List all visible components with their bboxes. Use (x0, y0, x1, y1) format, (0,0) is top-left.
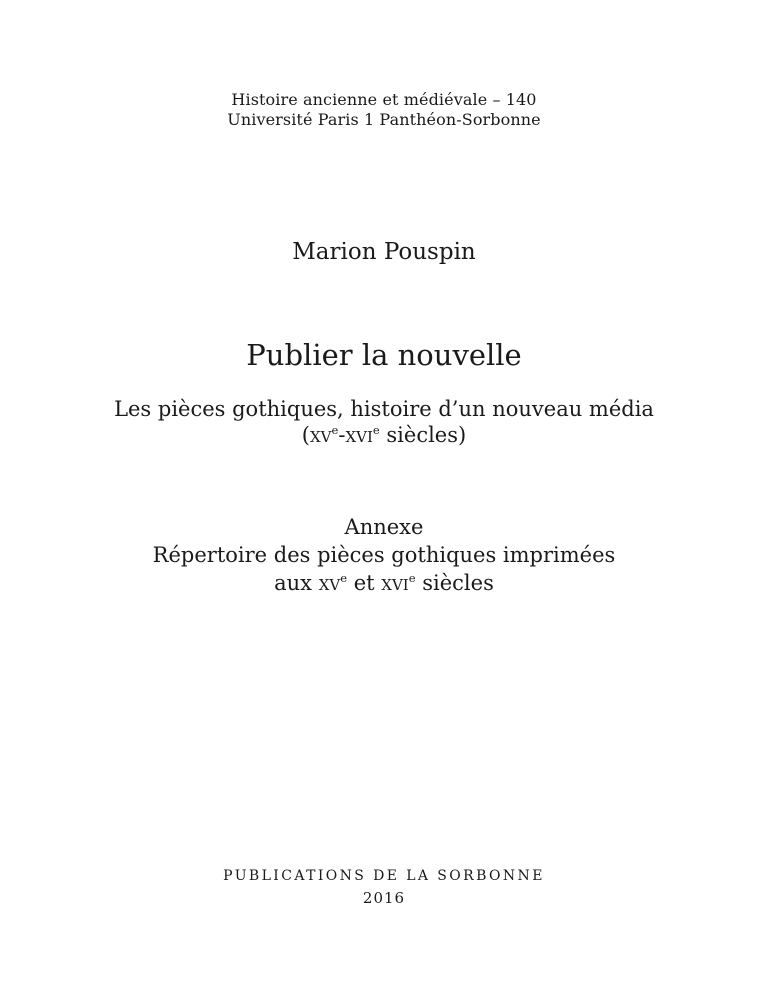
subtitle-tail: siècles) (379, 423, 467, 447)
subtitle-dash: - (338, 423, 346, 447)
publication-year: 2016 (362, 889, 406, 907)
annex-century-2: xvi (381, 571, 409, 595)
subtitle-superscript-1: e (331, 422, 339, 437)
annex-info (0, 513, 768, 597)
series-name: Histoire ancienne et médiévale – 140 (231, 90, 537, 109)
book-title: Publier la nouvelle (246, 338, 522, 372)
publisher-name: PUBLICATIONS DE LA SORBONNE (223, 868, 545, 884)
annex-century-1: xv (318, 571, 341, 595)
series-info (0, 90, 768, 130)
annex-superscript-1: e (340, 570, 348, 585)
annex-middle: et (347, 571, 382, 595)
subtitle-century-2: xvi (345, 423, 373, 447)
annex-tail: siècles (415, 571, 494, 595)
university-name: Université Paris 1 Panthéon-Sorbonne (227, 110, 541, 129)
subtitle-superscript-2: e (372, 422, 380, 437)
annex-title-line-2 (0, 569, 768, 597)
subtitle-open-paren: ( (301, 423, 310, 447)
annex-title-line-1: Répertoire des pièces gothiques imprimées (152, 543, 616, 567)
author-name: Marion Pouspin (292, 239, 476, 265)
subtitle-century-1: xv (309, 423, 332, 447)
book-subtitle (0, 396, 768, 448)
annex-superscript-2: e (408, 570, 416, 585)
subtitle-line-1: Les pièces gothiques, histoire d’un nouveau média (114, 397, 654, 421)
annex-prefix: aux (274, 571, 319, 595)
subtitle-line-2 (0, 422, 768, 448)
annex-label: Annexe (344, 515, 424, 539)
